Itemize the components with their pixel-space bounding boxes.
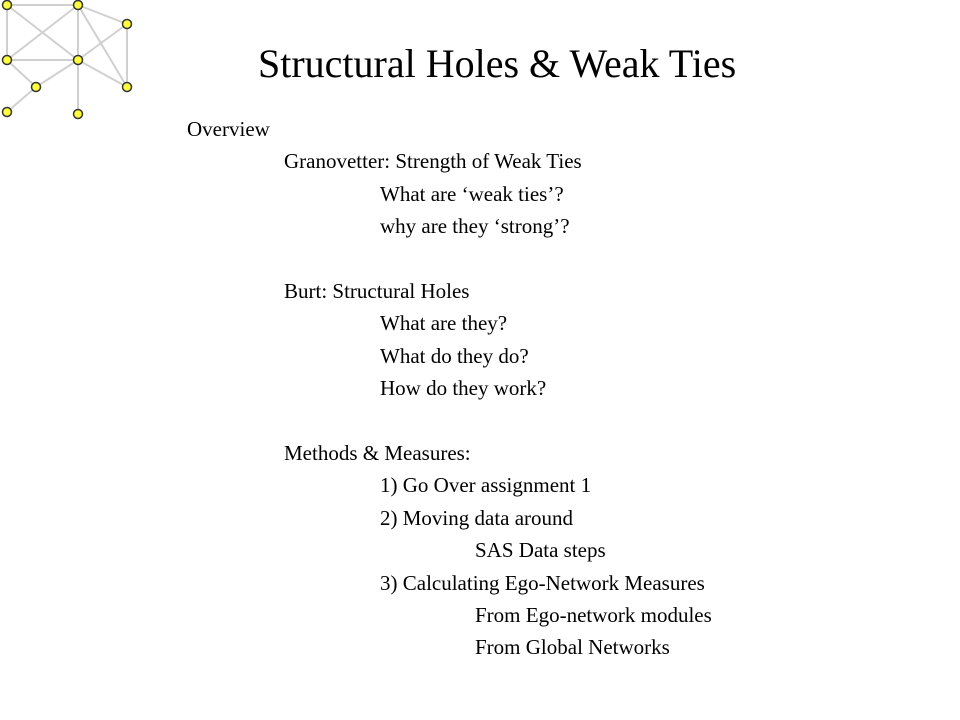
network-node (3, 108, 12, 117)
network-node (3, 56, 12, 65)
outline-item: From Global Networks (475, 635, 670, 660)
outline-item: What are ‘weak ties’? (380, 181, 564, 206)
outline-item: Methods & Measures: (284, 441, 471, 465)
outline-item: 1) Go Over assignment 1 (380, 473, 592, 498)
outline-item: What do they do? (380, 343, 529, 368)
network-node (74, 56, 83, 65)
outline-item: Overview (187, 117, 270, 141)
outline-item: 3) Calculating Ego-Network Measures (380, 570, 705, 595)
network-node (74, 110, 83, 119)
network-graph-icon (0, 0, 150, 130)
network-node (3, 1, 12, 10)
outline-item: 2) Moving data around (380, 505, 574, 530)
slide-title: Structural Holes & Weak Ties (258, 41, 737, 86)
network-node (123, 20, 132, 29)
network-edges (7, 5, 127, 114)
outline-item: From Ego-network modules (475, 603, 712, 627)
outline-item: Granovetter: Strength of Weak Ties (284, 149, 582, 174)
outline-item: What are they? (380, 311, 508, 336)
outline-item: Burt: Structural Holes (284, 279, 470, 303)
network-node (32, 83, 41, 92)
outline-item: SAS Data steps (475, 538, 606, 563)
outline-item: How do they work? (380, 376, 547, 401)
outline-item: why are they ‘strong’? (380, 214, 570, 239)
network-node (123, 83, 132, 92)
network-node (74, 1, 83, 10)
